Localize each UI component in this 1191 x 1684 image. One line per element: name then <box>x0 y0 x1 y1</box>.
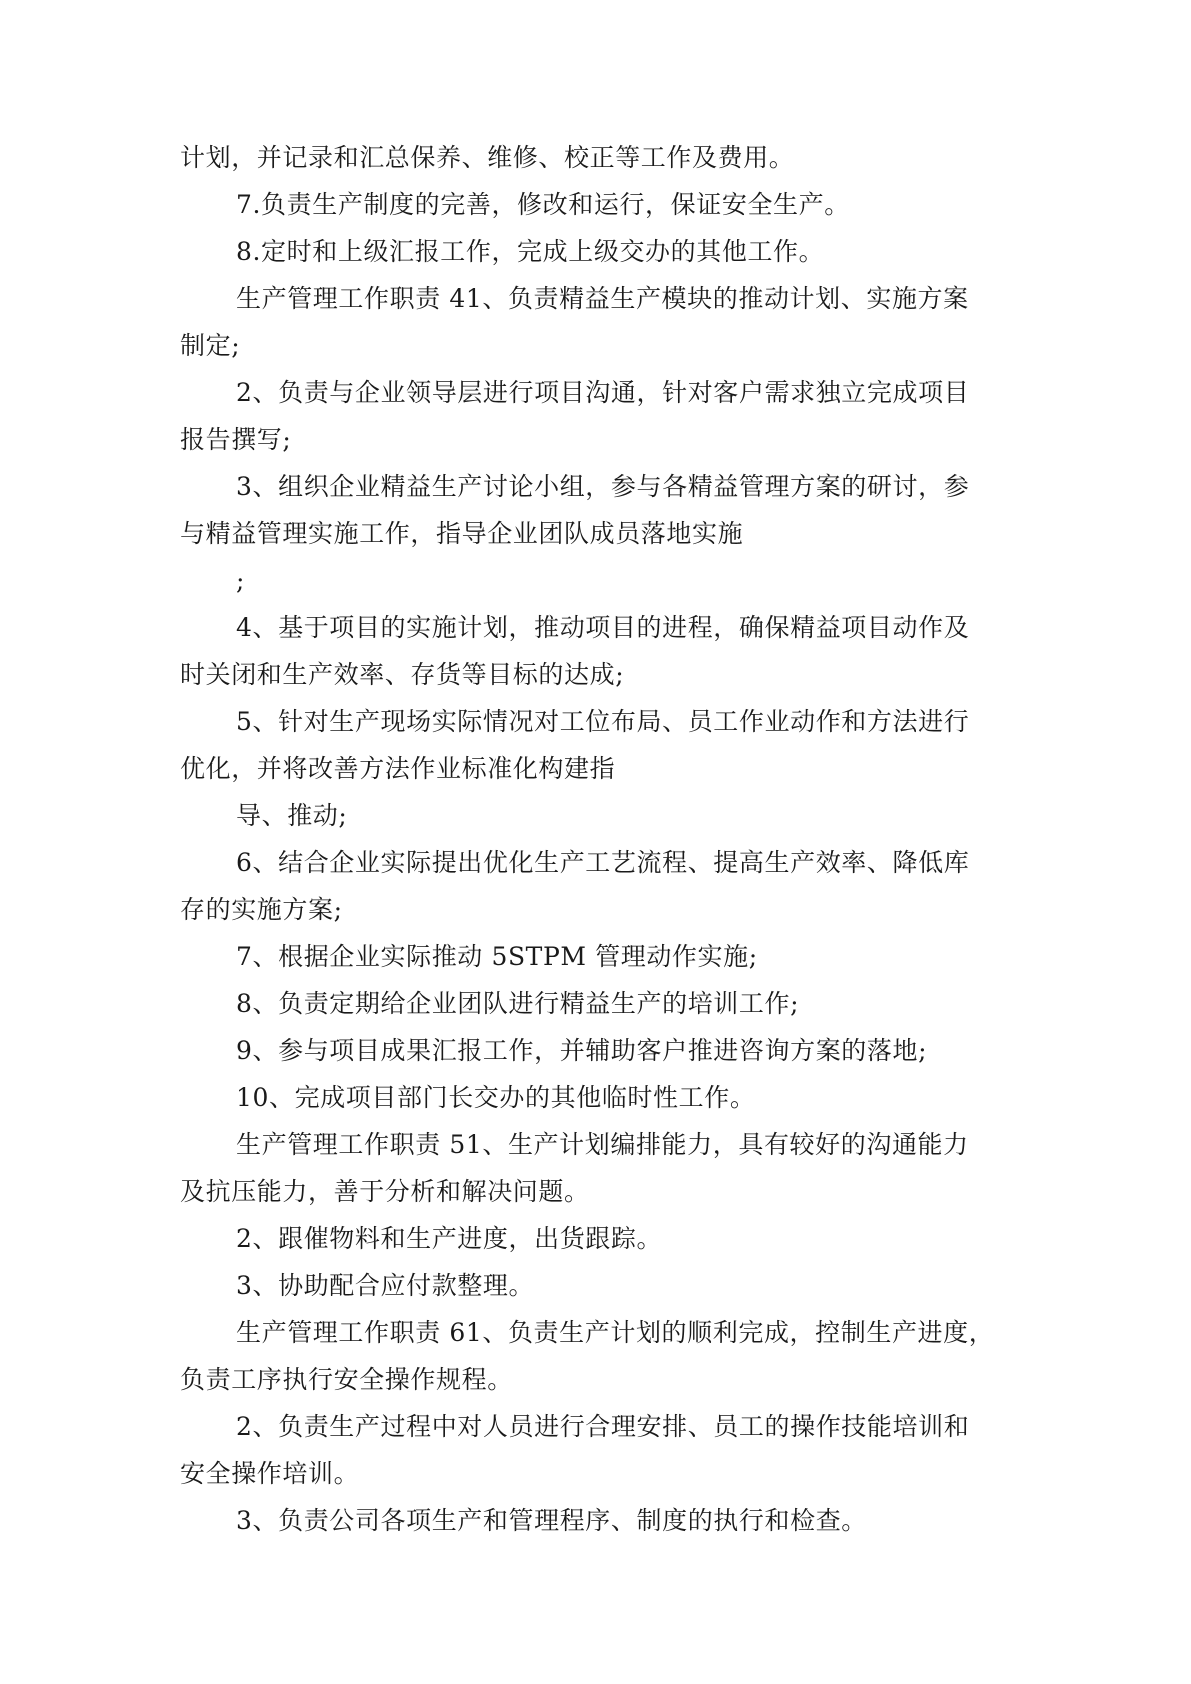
text-line: 3、负责公司各项生产和管理程序、制度的执行和检查。 <box>236 1506 867 1535</box>
text-line: 生产管理工作职责 51、生产计划编排能力，具有较好的沟通能力 <box>236 1130 969 1159</box>
text-line: 5、针对生产现场实际情况对工位布局、员工作业动作和方法进行 <box>236 707 970 736</box>
text-line: 2、跟催物料和生产进度，出货跟踪。 <box>236 1224 663 1253</box>
text-line: 及抗压能力，善于分析和解决问题。 <box>180 1177 590 1206</box>
text-line: 与精益管理实施工作，指导企业团队成员落地实施 <box>180 519 744 548</box>
text-line: 2、负责与企业领导层进行项目沟通，针对客户需求独立完成项目 <box>236 378 970 407</box>
text-line: 生产管理工作职责 61、负责生产计划的顺利完成，控制生产进度， <box>236 1318 995 1347</box>
text-line: 2、负责生产过程中对人员进行合理安排、员工的操作技能培训和 <box>236 1412 970 1441</box>
text-line: 10、完成项目部门长交办的其他临时性工作。 <box>236 1083 756 1112</box>
text-line: 8、负责定期给企业团队进行精益生产的培训工作; <box>236 989 800 1018</box>
text-line: 9、参与项目成果汇报工作，并辅助客户推进咨询方案的落地; <box>236 1036 928 1065</box>
text-line: 3、协助配合应付款整理。 <box>236 1271 535 1300</box>
text-line: 导、推动; <box>236 801 348 830</box>
text-line: 3、组织企业精益生产讨论小组，参与各精益管理方案的研讨，参 <box>236 472 970 501</box>
text-line: 负责工序执行安全操作规程。 <box>180 1365 513 1394</box>
text-line: 7.负责生产制度的完善，修改和运行，保证安全生产。 <box>236 190 850 219</box>
text-line: 存的实施方案; <box>180 895 343 924</box>
text-line: 优化，并将改善方法作业标准化构建指 <box>180 754 616 783</box>
text-line: 6、结合企业实际提出优化生产工艺流程、提高生产效率、降低库 <box>236 848 970 877</box>
text-line: 7、根据企业实际推动 5STPM 管理动作实施; <box>236 942 758 971</box>
text-line: 4、基于项目的实施计划，推动项目的进程，确保精益项目动作及 <box>236 613 970 642</box>
text-line: 时关闭和生产效率、存货等目标的达成; <box>180 660 625 689</box>
text-line: 制定; <box>180 331 241 360</box>
text-line: 生产管理工作职责 41、负责精益生产模块的推动计划、实施方案 <box>236 284 969 313</box>
text-line: 报告撰写; <box>180 425 292 454</box>
text-line: 计划，并记录和汇总保养、维修、校正等工作及费用。 <box>180 143 795 172</box>
text-line: 安全操作培训。 <box>180 1459 360 1488</box>
text-line: 8.定时和上级汇报工作，完成上级交办的其他工作。 <box>236 237 825 266</box>
text-line: ; <box>236 566 246 595</box>
